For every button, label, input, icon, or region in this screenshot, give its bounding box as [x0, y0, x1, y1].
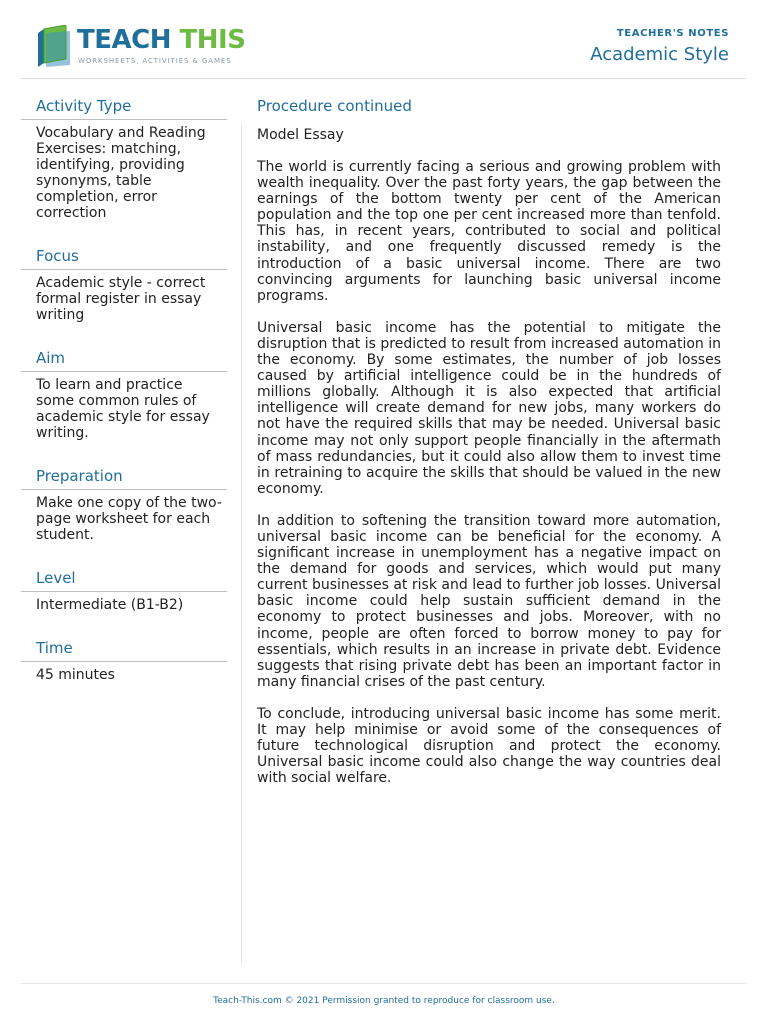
footer-divider	[21, 983, 746, 984]
preparation-heading: Preparation	[21, 465, 227, 490]
main-content	[257, 95, 721, 802]
footer-copyright[interactable]: Teach-This.com © 2021 Permission granted to reproduce for classroom use.	[213, 996, 555, 1006]
procedure-heading: Procedure continued	[257, 97, 412, 115]
activity-type-heading: Activity Type	[21, 95, 227, 120]
essay-paragraph-3: In addition to softening the transition toward more automation, universal basic income can be beneficial for the economy. A significant increase in unemployment has a negative impact on the demand for goods and services, which would put many current businesses at risk and lead to further job losses. Universal basic income could help sustain sufficient demand in the economy to protect businesses and jobs. Moreover, with no income, people are often forced to borrow money to pay for essentials, which results in an increase in private debt. Evidence suggests that rising private debt has been an important factor in many financial crises of the past century.	[257, 512, 721, 690]
time-text: 45 minutes	[36, 667, 115, 683]
logo-word-teach: TEACH	[77, 25, 171, 55]
focus-text: Academic style - correct formal register in essay writing	[36, 275, 206, 323]
header-divider	[21, 78, 746, 79]
focus-section	[21, 245, 227, 323]
page-header	[0, 0, 768, 78]
logo-wordmark	[77, 25, 245, 55]
time-section	[21, 637, 227, 683]
time-heading: Time	[21, 637, 227, 662]
preparation-section	[21, 465, 227, 543]
page-title: Academic Style	[590, 44, 729, 65]
essay-paragraph-4: To conclude, introducing universal basic income has some merit. It may help minimise or avoid some of the consequences of future technological disruption and protect the economy. Universal basic income could also change the way countries deal with social welfare.	[257, 705, 721, 787]
preparation-text: Make one copy of the two-page worksheet for each student.	[36, 495, 222, 543]
level-heading: Level	[21, 567, 227, 592]
focus-heading: Focus	[21, 245, 227, 270]
model-essay-label: Model Essay	[257, 127, 344, 143]
logo-word-this: THIS	[179, 25, 246, 55]
essay-paragraph-2: Universal basic income has the potential to mitigate the disruption that is predicted to result from increased automation in the economy. By some estimates, the number of job losses caused by artificial intelligence could be in the hundreds of millions globally. Although it is also expected that artificial intelligence will create demand for new jobs, many workers do not have the required skills that may be needed. Universal basic income may not only support people financially in the aftermath of mass redundancies, but it could also allow them to invest time in retraining to acquire the skills that should be valued in the new economy.	[257, 319, 721, 497]
teachers-notes-label: TEACHER'S NOTES	[616, 28, 729, 39]
teach-this-logo[interactable]	[36, 23, 246, 71]
level-text: Intermediate (B1-B2)	[36, 597, 184, 613]
activity-type-text: Vocabulary and Reading Exercises: matching, identifying, providing synonyms, table completion, error correction	[36, 125, 206, 221]
essay-paragraph-1: The world is currently facing a serious and growing problem with wealth inequality. Over the past forty years, the gap between the earnings of the bottom twenty per cent of the American population and the top one per cent increased more than tenfold. This has, in recent years, contributed to social and political instability, and one frequently discussed remedy is the introduction of a basic universal income. There are two convincing arguments for launching basic universal income programs.	[257, 159, 721, 304]
sidebar	[21, 95, 227, 707]
book-logo-icon	[36, 25, 74, 67]
level-section	[21, 567, 227, 613]
aim-heading: Aim	[21, 347, 227, 372]
column-divider	[241, 125, 242, 963]
logo-tagline: WORKSHEETS, ACTIVITIES & GAMES	[78, 57, 232, 65]
aim-section	[21, 347, 227, 441]
activity-type-section	[21, 95, 227, 221]
aim-text: To learn and practice some common rules of academic style for essay writing.	[36, 377, 210, 441]
